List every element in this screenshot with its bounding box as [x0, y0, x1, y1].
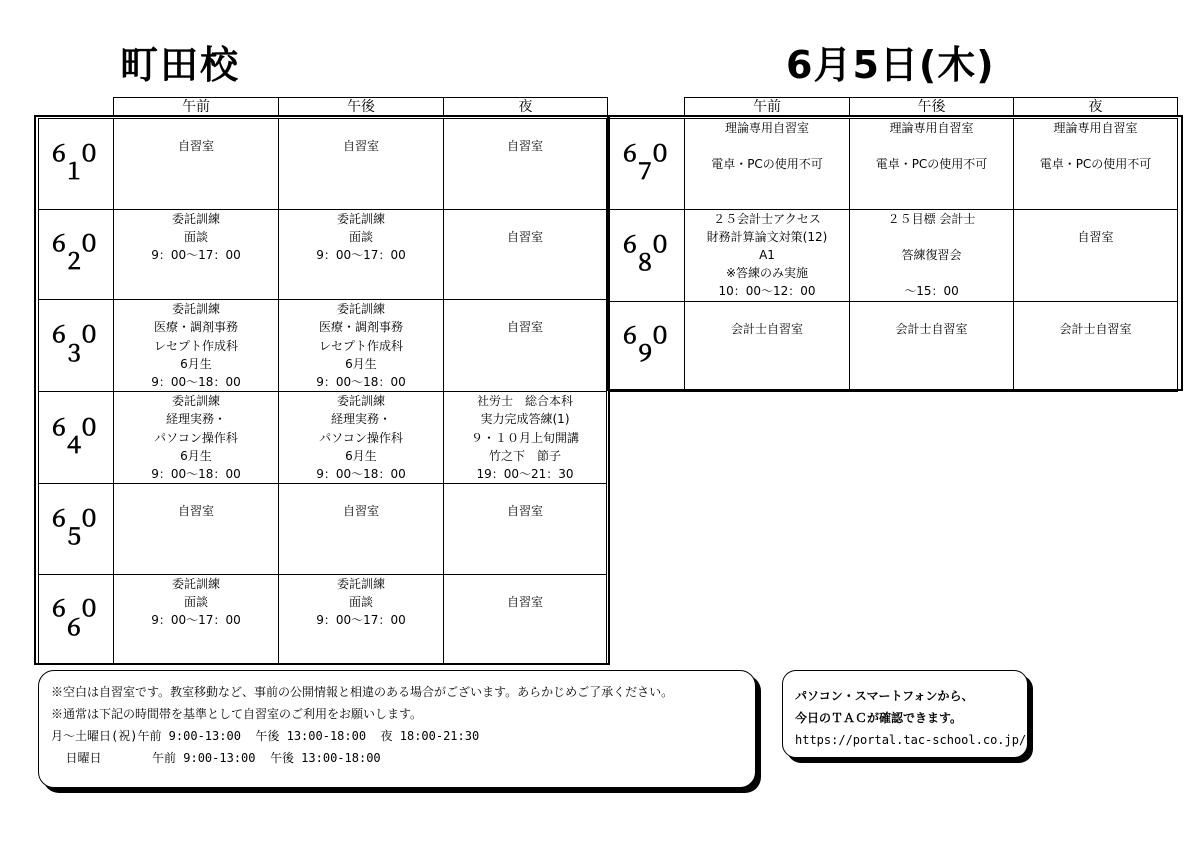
- portal-line-2: 今日のＴＡＣが確認できます。: [795, 711, 963, 725]
- cell-line: 面談: [348, 595, 373, 610]
- room-row: [39, 574, 607, 665]
- header-pm: 午後: [279, 98, 444, 117]
- cell-line: ９・１０月上旬開講: [470, 430, 579, 445]
- cell-line: 9：00〜17：00: [151, 248, 241, 262]
- cell-line: 自習室: [342, 139, 379, 153]
- header-night: 夜: [1014, 98, 1178, 117]
- cell-line: [444, 210, 606, 228]
- cell-line: 自習室: [506, 139, 543, 153]
- period-header-left: [113, 97, 608, 117]
- date-title: 6月5日(木): [786, 43, 995, 87]
- cell-line: 自習室: [506, 229, 543, 244]
- cell-line: 実力完成答練(1): [480, 412, 570, 427]
- cell-line: 財務計算論文対策(12): [706, 229, 828, 244]
- cell-line: 6月生: [345, 356, 377, 371]
- right-schedule-table: [609, 118, 1178, 392]
- cell-line: 委託訓練: [336, 302, 385, 317]
- schedule-cell-am: [114, 300, 279, 392]
- cell-line: [685, 137, 849, 155]
- cell-line: 6月生: [345, 448, 377, 463]
- cell-line: 会計士自習室: [1059, 321, 1132, 336]
- room-row: [39, 119, 607, 210]
- schedule-cell-am: [114, 119, 279, 210]
- note-line-1: ※空白は自習室です。教室移動など、事前の公開情報と相違のある場合がございます。あらかじめご了承ください。: [51, 685, 674, 699]
- header-pm: 午後: [850, 98, 1014, 117]
- period-header-right: [684, 97, 1178, 117]
- cell-line: 〜15：00: [904, 284, 959, 299]
- schedule-cell-am: [685, 119, 850, 210]
- cell-line: [1014, 137, 1177, 155]
- cell-line: 委託訓練: [336, 576, 385, 591]
- header-night: 夜: [444, 98, 608, 117]
- cell-line: 自習室: [342, 504, 379, 519]
- cell-line: 9：00〜17：00: [316, 613, 406, 628]
- cell-line: 自習室: [506, 595, 543, 609]
- cell-line: 電卓・PCの使用不可: [711, 157, 823, 172]
- room-number: ６０３: [39, 300, 114, 392]
- portal-line-1: パソコン・スマートフォンから、: [795, 689, 974, 703]
- room-row: [610, 301, 1178, 392]
- cell-line: [850, 228, 1013, 246]
- cell-line: 9：00〜17：00: [316, 248, 406, 262]
- schedule-cell-pm: [279, 392, 444, 484]
- cell-line: 自習室: [506, 320, 543, 335]
- cell-line: 9：00〜18：00: [316, 375, 406, 389]
- cell-line: 会計士自習室: [730, 321, 803, 336]
- room-row: [39, 209, 607, 300]
- cell-line: 19：00〜21：30: [476, 467, 574, 482]
- schedule-cell-night: [444, 574, 607, 665]
- room-number: ６０７: [610, 119, 685, 210]
- room-number: ６０６: [39, 574, 114, 665]
- schedule-cell-am: [114, 574, 279, 665]
- notes-box: [38, 670, 756, 788]
- room-number: ６０５: [39, 484, 114, 575]
- room-number: ６０１: [39, 119, 114, 210]
- cell-line: 自習室: [1077, 229, 1114, 244]
- schedule-cell-am: [685, 301, 850, 392]
- cell-line: 9：00〜18：00: [316, 467, 406, 482]
- room-number: ６０９: [610, 301, 685, 392]
- cell-line: 答練復習会: [901, 247, 962, 262]
- cell-line: 経理実務・: [330, 412, 391, 427]
- cell-line: 医療・調剤事務: [153, 320, 238, 335]
- cell-line: ２５目標 会計士: [887, 211, 976, 226]
- cell-line: 経理実務・: [165, 412, 226, 427]
- schedule-cell-night: [444, 300, 607, 392]
- room-row: [39, 392, 607, 484]
- schedule-cell-pm: [279, 119, 444, 210]
- cell-line: 医療・調剤事務: [318, 320, 403, 335]
- cell-line: ２５会計士アクセス: [713, 211, 821, 226]
- room-row: [610, 209, 1178, 301]
- cell-line: レセプト作成科: [153, 338, 238, 353]
- cell-line: パソコン操作科: [319, 430, 403, 445]
- cell-line: 自習室: [506, 504, 543, 519]
- cell-line: 理論専用自習室: [724, 121, 809, 135]
- note-line-4: 日曜日 午前 9:00-13:00 午後 13:00-18:00: [51, 751, 381, 765]
- note-line-3: 月〜土曜日(祝)午前 9:00-13:00 午後 13:00-18:00 夜 18:00-21:30: [51, 729, 480, 743]
- schedule-cell-night: [1014, 119, 1178, 210]
- schedule-cell-night: [1014, 301, 1178, 392]
- cell-line: 面談: [183, 595, 208, 610]
- cell-line: 自習室: [177, 504, 214, 519]
- cell-line: 理論専用自習室: [1053, 121, 1138, 135]
- cell-line: 会計士自習室: [895, 321, 968, 336]
- cell-line: 委託訓練: [336, 211, 385, 226]
- room-number: ６０２: [39, 209, 114, 300]
- schedule-cell-night: [444, 392, 607, 484]
- cell-line: 6月生: [180, 448, 212, 463]
- cell-line: 自習室: [177, 139, 214, 153]
- cell-line: 委託訓練: [336, 394, 385, 409]
- schedule-cell-pm: [850, 301, 1014, 392]
- left-schedule-table: [38, 118, 607, 665]
- cell-line: 電卓・PCの使用不可: [875, 157, 988, 172]
- schedule-cell-am: [114, 392, 279, 484]
- room-row: [39, 300, 607, 392]
- cell-line: [850, 264, 1013, 282]
- schedule-cell-night: [444, 484, 607, 575]
- schedule-cell-pm: [850, 119, 1014, 210]
- schedule-cell-pm: [279, 484, 444, 575]
- room-number: ６０４: [39, 392, 114, 484]
- header-am: 午前: [685, 98, 850, 117]
- header-am: 午前: [114, 98, 279, 117]
- schedule-cell-am: [114, 209, 279, 300]
- cell-line: ※答練のみ実施: [725, 266, 809, 281]
- cell-line: 9：00〜18：00: [151, 375, 241, 389]
- schedule-cell-am: [114, 484, 279, 575]
- cell-line: 面談: [183, 229, 208, 244]
- schedule-cell-pm: [850, 209, 1014, 301]
- schedule-cell-pm: [279, 300, 444, 392]
- school-title: 町田校: [120, 43, 241, 87]
- schedule-cell-am: [685, 209, 850, 301]
- cell-line: パソコン操作科: [154, 430, 238, 445]
- room-row: [39, 484, 607, 575]
- schedule-cell-night: [444, 119, 607, 210]
- room-row: [610, 119, 1178, 210]
- cell-line: 理論専用自習室: [889, 121, 974, 135]
- cell-line: 面談: [348, 229, 373, 244]
- cell-line: [850, 137, 1013, 155]
- cell-line: [444, 575, 606, 593]
- schedule-cell-night: [444, 209, 607, 300]
- cell-line: [444, 300, 606, 318]
- portal-box: [782, 670, 1028, 758]
- portal-url-link[interactable]: https://portal.tac-school.co.jp/: [795, 733, 1027, 747]
- schedule-cell-pm: [279, 574, 444, 665]
- cell-line: 委託訓練: [171, 302, 220, 317]
- cell-line: [1014, 210, 1177, 228]
- cell-line: 10：00〜12：00: [718, 284, 816, 299]
- cell-line: レセプト作成科: [318, 338, 403, 353]
- cell-line: 社労士 総合本科: [476, 394, 573, 409]
- cell-line: 委託訓練: [171, 211, 220, 226]
- cell-line: A1: [759, 248, 775, 262]
- cell-line: 竹之下 節子: [488, 448, 561, 463]
- cell-line: 6月生: [180, 356, 212, 371]
- cell-line: 9：00〜18：00: [151, 467, 241, 482]
- schedule-cell-pm: [279, 209, 444, 300]
- room-number: ６０８: [610, 209, 685, 301]
- schedule-cell-night: [1014, 209, 1178, 301]
- cell-line: 電卓・PCの使用不可: [1039, 157, 1152, 172]
- cell-line: 委託訓練: [171, 394, 220, 409]
- note-line-2: ※通常は下記の時間帯を基準として自習室のご利用をお願いします。: [51, 707, 423, 721]
- cell-line: 9：00〜17：00: [151, 613, 241, 628]
- cell-line: 委託訓練: [171, 576, 220, 591]
